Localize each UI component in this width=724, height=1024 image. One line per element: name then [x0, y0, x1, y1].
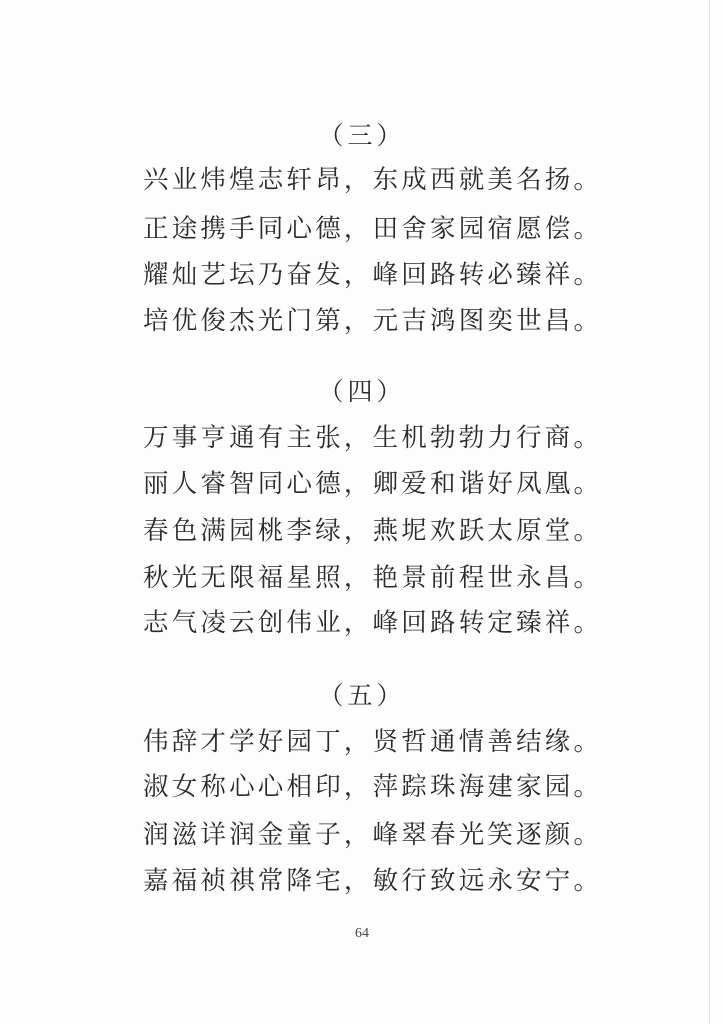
verse-line: 嘉福祯祺常降宅，敏行致远永安宁。 — [143, 866, 603, 896]
page-number: 64 — [355, 926, 369, 941]
verse-line: 秋光无限福星照，艳景前程世永昌。 — [143, 563, 603, 593]
verse-line: 志气凌云创伟业，峰回路转定臻祥。 — [143, 608, 603, 638]
verse-line: 润滋详润金童子，峰翠春光笑逐颜。 — [143, 820, 603, 850]
verse-line: 伟辞才学好园丁，贤哲通情善结缘。 — [143, 727, 603, 757]
section-title-5: （五） — [318, 681, 406, 710]
section-title-4: （四） — [318, 377, 406, 406]
verse-line: 耀灿艺坛乃奋发，峰回路转必臻祥。 — [143, 260, 603, 290]
verse-line: 万事亨通有主张，生机勃勃力行商。 — [143, 423, 603, 453]
verse-line: 春色满园桃李绿，燕坭欢跃太原堂。 — [143, 516, 603, 546]
verse-line: 培优俊杰光门第，元吉鸿图奕世昌。 — [143, 306, 603, 336]
section-title-3: （三） — [318, 121, 406, 150]
verse-line: 正途携手同心德，田舍家园宿愿偿。 — [143, 214, 603, 244]
verse-line: 兴业炜煌志轩昂，东成西就美名扬。 — [143, 165, 603, 195]
verse-line: 丽人睿智同心德，卿爱和谐好凤凰。 — [143, 469, 603, 499]
page-edge — [709, 0, 710, 1024]
verse-line: 淑女称心心相印，萍踪珠海建家园。 — [143, 772, 603, 802]
